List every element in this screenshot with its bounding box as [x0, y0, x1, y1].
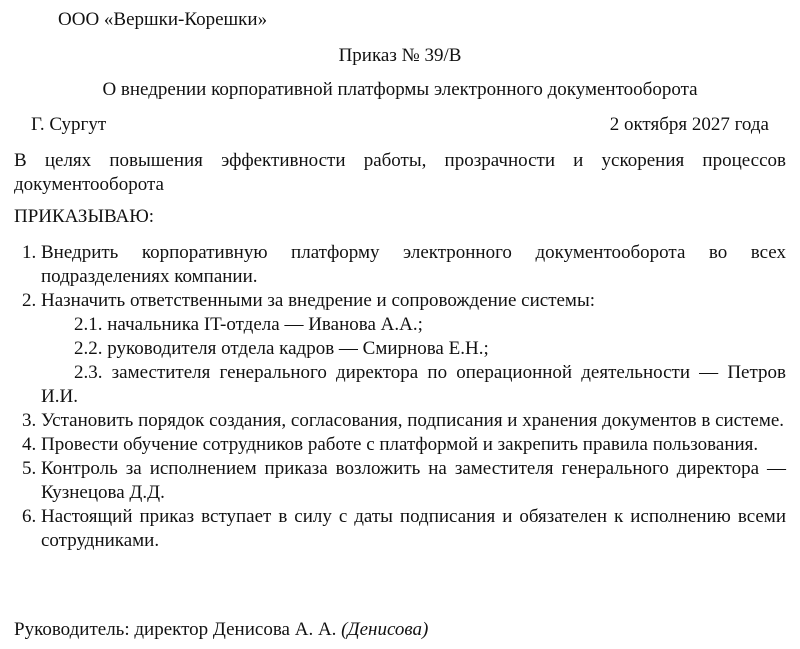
item-number: 6. — [22, 506, 37, 527]
sub-list-item — [14, 313, 786, 337]
sub-list-item — [14, 337, 786, 361]
order-date: 2 октября 2027 года — [609, 114, 769, 135]
item-text: Назначить ответственными за внедрение и сопровождение системы: — [41, 290, 595, 311]
list-item — [14, 409, 786, 433]
subitem-number: 2.2. — [74, 338, 103, 359]
list-item — [14, 505, 786, 553]
list-item — [14, 241, 786, 289]
order-intro: В целях повышения эффективности работы, прозрачности и ускорения процессов документооборота — [14, 150, 786, 195]
subitem-text: заместителя генерального директора по операционной деятельности — Петров И.И. — [41, 362, 786, 407]
sub-list-item — [14, 361, 786, 409]
item-number: 4. — [22, 434, 37, 455]
order-word: ПРИКАЗЫВАЮ: — [14, 206, 155, 227]
signature-line: Руководитель: директор Денисова А. А. — [14, 619, 337, 640]
item-number: 3. — [22, 410, 37, 431]
signature-block — [14, 619, 428, 641]
organization-name: ООО «Вершки-Корешки» — [58, 9, 268, 30]
item-number: 5. — [22, 458, 37, 479]
subitem-text: начальника IT-отдела — Иванова А.А.; — [107, 314, 423, 335]
item-number: 2. — [22, 290, 37, 311]
item-number: 1. — [22, 242, 37, 263]
order-title: Приказ № 39/В — [338, 45, 462, 66]
subitem-number: 2.1. — [74, 314, 103, 335]
item-text: Контроль за исполнением приказа возложить на заместителя генерального директора — Кузнецова Д.Д. — [41, 458, 786, 503]
item-text: Внедрить корпоративную платформу электронного документооборота во всех подразделениях компании. — [41, 242, 786, 287]
subitem-number: 2.3. — [74, 362, 103, 383]
item-text: Провести обучение сотрудников работе с платформой и закрепить правила пользования. — [41, 434, 759, 455]
item-text: Настоящий приказ вступает в силу с даты подписания и обязателен к исполнению всеми сотрудниками. — [41, 506, 786, 551]
subitem-text: руководителя отдела кадров — Смирнова Е.Н.; — [107, 338, 489, 359]
list-item — [14, 457, 786, 505]
order-subject: О внедрении корпоративной платформы электронного документооборота — [102, 79, 698, 100]
list-item — [14, 433, 786, 457]
order-items-list — [14, 241, 786, 553]
order-city: Г. Сургут — [31, 114, 107, 135]
handwritten-signature: (Денисова) — [341, 619, 429, 640]
item-text: Установить порядок создания, согласования, подписания и хранения документов в системе. — [41, 410, 785, 431]
list-item — [14, 289, 786, 313]
